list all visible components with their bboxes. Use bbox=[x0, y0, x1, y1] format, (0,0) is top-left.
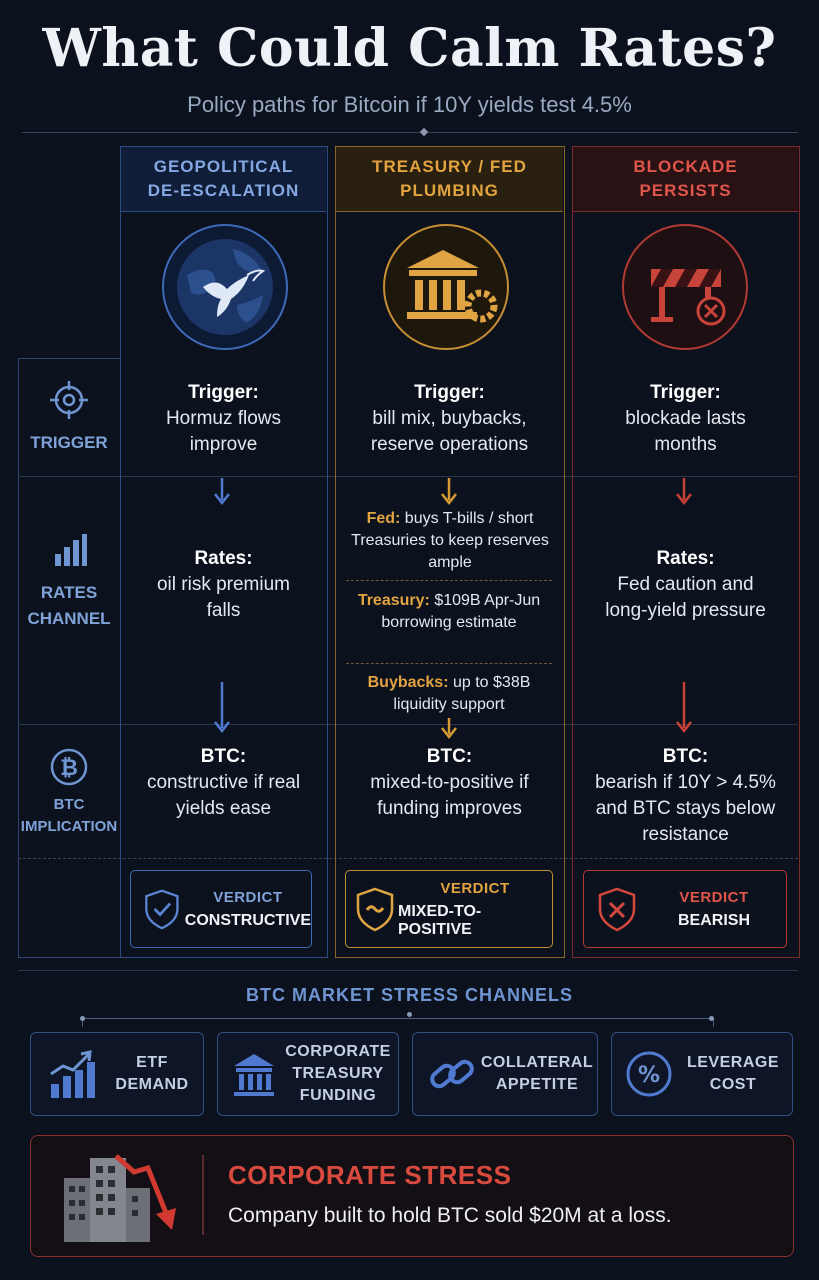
row-label-btc-text: BTC IMPLICATION bbox=[20, 796, 118, 835]
btc-cell bbox=[573, 744, 798, 848]
treasury-text: $109B Apr-Jun borrowing estimate bbox=[381, 592, 541, 631]
verdict-badge bbox=[345, 870, 553, 948]
svg-text:₿: ₿ bbox=[60, 756, 78, 781]
verdict-label: VERDICT bbox=[440, 879, 510, 897]
column-header bbox=[336, 147, 563, 212]
btc-label: BTC: bbox=[426, 746, 473, 767]
stress-channel-leverage bbox=[611, 1032, 793, 1116]
row-label-rates bbox=[18, 530, 120, 632]
trigger-text: bill mix, buybacks, reserve operations bbox=[370, 408, 529, 455]
fed-note bbox=[340, 508, 560, 574]
arrow-down-icon bbox=[673, 476, 695, 506]
bank-gear-emblem bbox=[383, 224, 509, 350]
buybacks-text: up to $38B liquidity support bbox=[393, 674, 531, 713]
trigger-cell bbox=[121, 380, 326, 458]
bracket-dot bbox=[407, 1012, 412, 1017]
row-label-btc bbox=[18, 746, 120, 838]
rates-label: Rates: bbox=[194, 548, 253, 569]
building-down-arrow-icon bbox=[56, 1148, 186, 1248]
stress-channel-label: LEVERAGE COST bbox=[686, 1054, 779, 1093]
trigger-label: Trigger: bbox=[188, 382, 259, 403]
arrow-down-icon bbox=[211, 680, 233, 734]
row-label-rates-text: RATES CHANNEL bbox=[27, 583, 111, 628]
btc-text: mixed-to-positive if funding improves bbox=[370, 772, 529, 819]
arrow-down-icon bbox=[673, 680, 695, 734]
arrow-down-icon bbox=[438, 476, 460, 506]
btc-cell bbox=[336, 744, 563, 822]
target-icon bbox=[47, 378, 91, 422]
fed-text: buys T-bills / short Treasuries to keep reserves ample bbox=[351, 510, 549, 571]
verdict-badge bbox=[130, 870, 312, 948]
rates-text: oil risk premium falls bbox=[156, 574, 291, 621]
stress-channel-label: ETF DEMAND bbox=[115, 1054, 189, 1093]
trigger-text: blockade lasts months bbox=[625, 408, 746, 455]
trigger-label: Trigger: bbox=[414, 382, 485, 403]
row-label-trigger-text: TRIGGER bbox=[30, 433, 108, 452]
btc-text: constructive if real yields ease bbox=[146, 772, 301, 819]
verdict-value: CONSTRUCTIVE bbox=[184, 911, 311, 929]
column-header bbox=[573, 147, 798, 212]
corporate-divider bbox=[202, 1155, 204, 1235]
trigger-cell bbox=[336, 380, 563, 458]
verdict-label: VERDICT bbox=[679, 888, 749, 906]
bar-chart-icon bbox=[49, 530, 89, 570]
trigger-text: Hormuz flows improve bbox=[165, 408, 282, 455]
corporate-stress-text: Company built to hold BTC sold $20M at a loss. bbox=[228, 1204, 672, 1227]
column-header-text: BLOCKADE PERSISTS bbox=[633, 157, 738, 200]
rates-cell bbox=[573, 546, 798, 624]
stress-channel-label: CORPORATE TREASURY FUNDING bbox=[285, 1043, 391, 1104]
rates-text: Fed caution and long-yield pressure bbox=[605, 574, 766, 621]
bar-chart-up-icon bbox=[45, 1046, 101, 1102]
arrow-down-icon bbox=[438, 716, 460, 740]
treasury-label: Treasury: bbox=[357, 592, 430, 609]
page-subtitle: Policy paths for Bitcoin if 10Y yields test 4.5% bbox=[187, 92, 632, 117]
bracket-dot bbox=[80, 1016, 85, 1021]
chain-link-icon bbox=[427, 1049, 477, 1099]
section-divider bbox=[18, 970, 798, 971]
corporate-stress-title: CORPORATE STRESS bbox=[228, 1160, 512, 1190]
stress-channel-etf bbox=[30, 1032, 204, 1116]
arrow-down-icon bbox=[211, 476, 233, 506]
column-header-text: TREASURY / FED PLUMBING bbox=[372, 157, 527, 200]
verdict-badge bbox=[583, 870, 787, 948]
shield-tilde-icon bbox=[352, 884, 398, 934]
btc-cell bbox=[121, 744, 326, 822]
shield-x-icon bbox=[592, 884, 642, 934]
buybacks-label: Buybacks: bbox=[367, 674, 449, 691]
fed-label: Fed: bbox=[366, 510, 401, 527]
header-divider bbox=[22, 132, 798, 133]
btc-label: BTC: bbox=[662, 746, 709, 767]
barrier-emblem bbox=[622, 224, 748, 350]
column-header bbox=[121, 147, 326, 212]
percent-icon bbox=[624, 1049, 674, 1099]
stress-bracket bbox=[82, 1018, 714, 1027]
note-divider bbox=[346, 580, 552, 581]
divider-diamond bbox=[420, 128, 428, 136]
globe-dove-emblem bbox=[162, 224, 288, 350]
verdict-value: BEARISH bbox=[677, 911, 750, 929]
page-title: What Could Calm Rates? bbox=[42, 18, 777, 79]
stress-channel-label: COLLATERAL APPETITE bbox=[480, 1054, 594, 1093]
rates-label: Rates: bbox=[656, 548, 715, 569]
column-header-text: GEOPOLITICAL DE-ESCALATION bbox=[147, 157, 300, 200]
shield-check-icon bbox=[139, 884, 185, 934]
buybacks-note bbox=[346, 672, 552, 716]
bitcoin-icon bbox=[48, 746, 90, 788]
stress-channel-corporate bbox=[217, 1032, 399, 1116]
barrier-icon bbox=[633, 235, 737, 339]
bank-building-icon bbox=[230, 1050, 278, 1098]
bracket-dot bbox=[709, 1016, 714, 1021]
trigger-label: Trigger: bbox=[650, 382, 721, 403]
svg-text:%: % bbox=[637, 1063, 661, 1088]
verdict-label: VERDICT bbox=[213, 888, 283, 906]
stress-section-title: BTC MARKET STRESS CHANNELS bbox=[245, 985, 573, 1005]
btc-label: BTC: bbox=[200, 746, 247, 767]
trigger-cell bbox=[573, 380, 798, 458]
treasury-note bbox=[346, 590, 552, 634]
note-divider bbox=[346, 663, 552, 664]
verdict-value: MIXED-TO-POSITIVE bbox=[398, 902, 482, 938]
btc-text: bearish if 10Y > 4.5% and BTC stays below resistance bbox=[595, 772, 776, 845]
row-label-trigger bbox=[18, 378, 120, 456]
bank-gear-icon bbox=[391, 232, 501, 342]
globe-dove-icon bbox=[173, 235, 277, 339]
rates-cell bbox=[121, 546, 326, 624]
stress-channel-collateral bbox=[412, 1032, 598, 1116]
